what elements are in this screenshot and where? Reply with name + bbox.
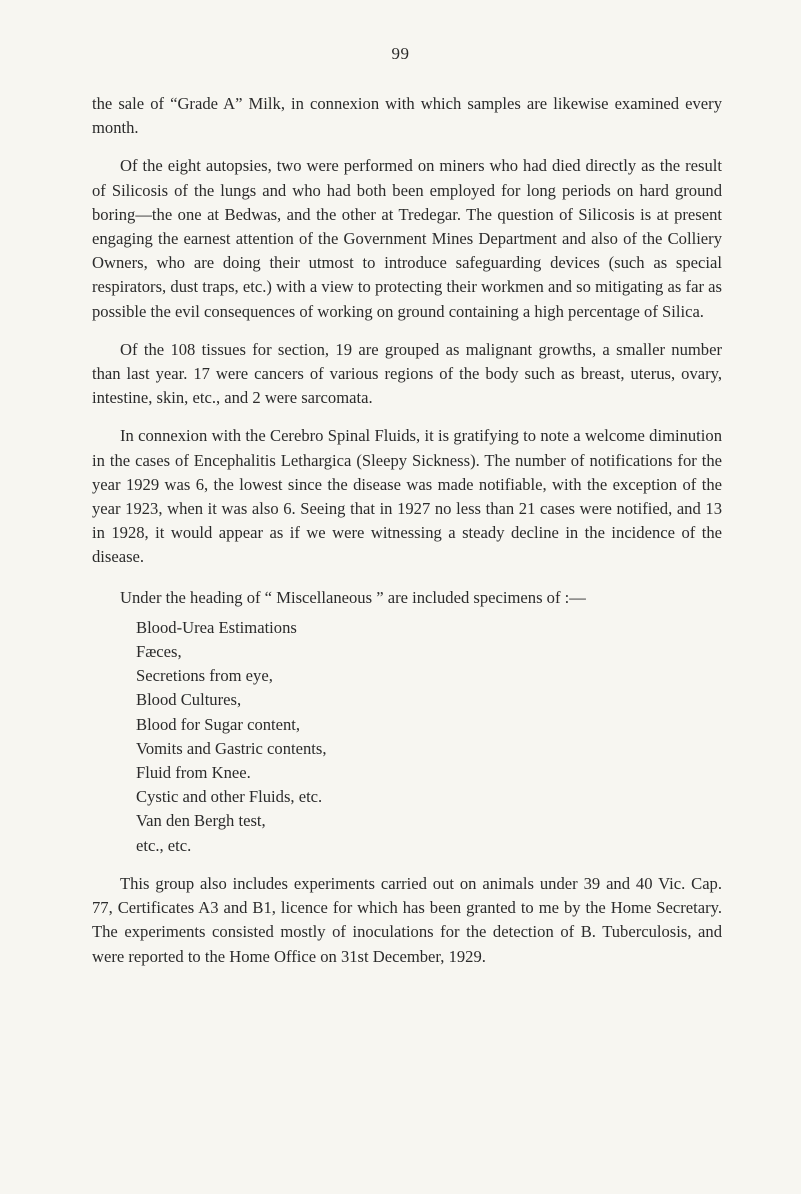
paragraph-tissues: Of the 108 tissues for section, 19 are grouped as malignant growths, a smaller number than last year. 17 were cancers of various regions of the body such as breast, uterus, ovary, intestine, skin, etc., and 2 were sarcomata. xyxy=(92,339,722,408)
list-item: etc., etc. xyxy=(136,835,192,855)
list-item: Fluid from Knee. xyxy=(136,763,251,783)
list-item: Cystic and other Fluids, etc. xyxy=(136,787,323,807)
list-item: Fæces, xyxy=(136,642,182,662)
list-item: Blood-Urea Estimations xyxy=(136,617,297,637)
list-item: Blood Cultures, xyxy=(136,690,242,710)
page-number: 99 xyxy=(391,44,410,63)
list-item: Vomits and Gastric contents, xyxy=(136,738,327,758)
list-item: Blood for Sugar content, xyxy=(136,714,301,734)
list-intro: Under the heading of “ Miscellaneous ” are included specimens of :— xyxy=(120,587,586,607)
paragraph-milk: the sale of “Grade A” Milk, in connexion with which samples are likewise examined every month. xyxy=(92,94,722,138)
list-item: Secretions from eye, xyxy=(136,666,273,686)
body-text xyxy=(92,92,722,969)
specimen-list xyxy=(92,616,722,858)
paragraph-silicosis: Of the eight autopsies, two were performed on miners who had died directly as the result of Silicosis of the lungs and who had both been employed for long periods on hard ground boring—the one at Bedwas, and the other at Tredegar. The question of Silicosis is at present engaging the earnest attention of the Government Mines Department and also of the Colliery Owners, who are doing their utmost to introduce safeguarding devices (such as special respirators, dust traps, etc.) with a view to protecting their workmen and so mitigating as far as possible the evil consequences of working on ground containing a high percentage of Silica. xyxy=(92,156,722,321)
paragraph-cerebro-spinal: In connexion with the Cerebro Spinal Fluids, it is gratifying to note a welcome diminution in the cases of Encephalitis Lethargica (Sleepy Sickness). The number of notifications for the year 1929 was 6, the lowest since the disease was made notifiable, with the exception of the year 1923, when it was also 6. Seeing that in 1927 no less than 21 cases were notified, and 13 in 1928, it would appear as if we were witnessing a steady decline in the incidence of the disease. xyxy=(92,426,722,567)
paragraph-experiments: This group also includes experiments carried out on animals under 39 and 40 Vic. Cap. 77, Certificates A3 and B1, licence for which has been granted to me by the Home Secretary. The experiments consisted mostly of inoculations for the detection of B. Tuberculosis, and were reported to the Home Office on 31st December, 1929. xyxy=(92,873,722,966)
list-item: Van den Bergh test, xyxy=(136,811,266,831)
